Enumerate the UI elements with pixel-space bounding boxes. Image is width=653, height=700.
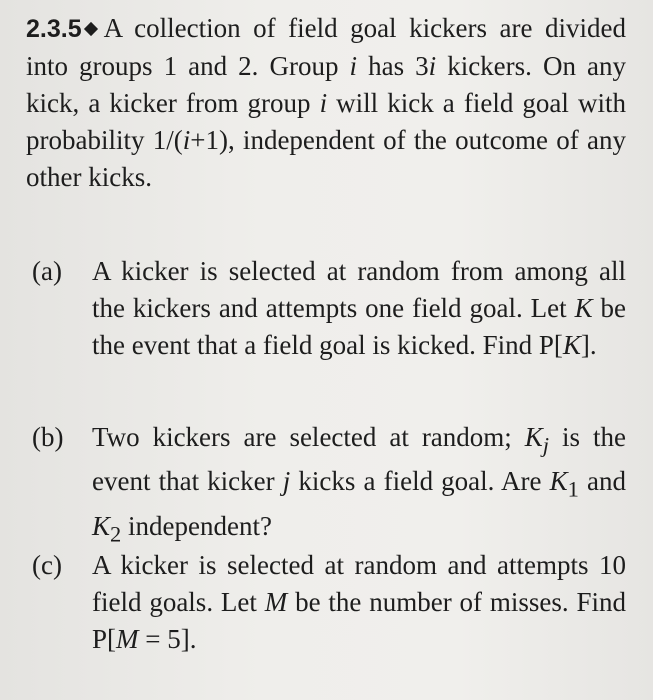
problem-text: A collection of field goal kickers are divided into groups 1 and 2. Group (26, 13, 626, 81)
part-text: A kicker is selected at random and attempts 10 field goals. Let (92, 550, 626, 617)
problem-number: 2.3.5 (26, 15, 82, 43)
part-text: independent? (121, 510, 272, 541)
part-text: ]. (580, 330, 597, 360)
variable-i: i (319, 88, 328, 118)
part-text: and (578, 466, 627, 497)
variable-i: i (428, 51, 437, 81)
part-text: is the event that kicker (92, 422, 626, 497)
part-text: Two kickers are selected at random; (92, 422, 525, 452)
variable-i: i (182, 125, 191, 155)
part-body (92, 419, 626, 552)
part-label: (a) (32, 256, 62, 286)
part-text: A kicker is selected at random from among all the kickers and attempts one field goal. Let (92, 256, 626, 323)
problem-text: has 3 (357, 51, 429, 81)
part-label: (b) (32, 422, 64, 452)
variable-K: K (524, 422, 543, 452)
variable-M: M (264, 587, 288, 617)
variable-K: K (549, 466, 568, 497)
part-text: kicks a field goal. Are (290, 466, 550, 497)
part-c (26, 547, 626, 658)
problem-text: will kick a field goal with probability 1/( (26, 88, 627, 155)
part-text: be the number of misses. Find P[ (92, 587, 626, 654)
part-body (92, 253, 626, 364)
variable-K: K (562, 330, 581, 360)
variable-K: K (574, 293, 593, 323)
part-a (26, 253, 626, 364)
difficulty-diamond-icon (84, 22, 98, 36)
variable-M: M (116, 624, 139, 654)
variable-i: i (349, 51, 358, 81)
part-text: = 5]. (138, 624, 197, 654)
variable-j: j (282, 466, 291, 497)
subscript-j: j (542, 432, 550, 458)
problem-text: +1), independent of the outcome of any other kicks. (26, 125, 626, 192)
problem-text: kickers. On any kick, a kicker from group (26, 51, 626, 118)
subscript-1: 1 (567, 476, 579, 502)
subscript-2: 2 (110, 521, 122, 547)
variable-K: K (92, 510, 111, 541)
part-label: (c) (32, 550, 62, 580)
part-body (92, 547, 626, 658)
part-text: be the event that a field goal is kicked. Find P[ (92, 293, 627, 360)
part-b (26, 419, 626, 552)
problem-statement (26, 10, 626, 196)
